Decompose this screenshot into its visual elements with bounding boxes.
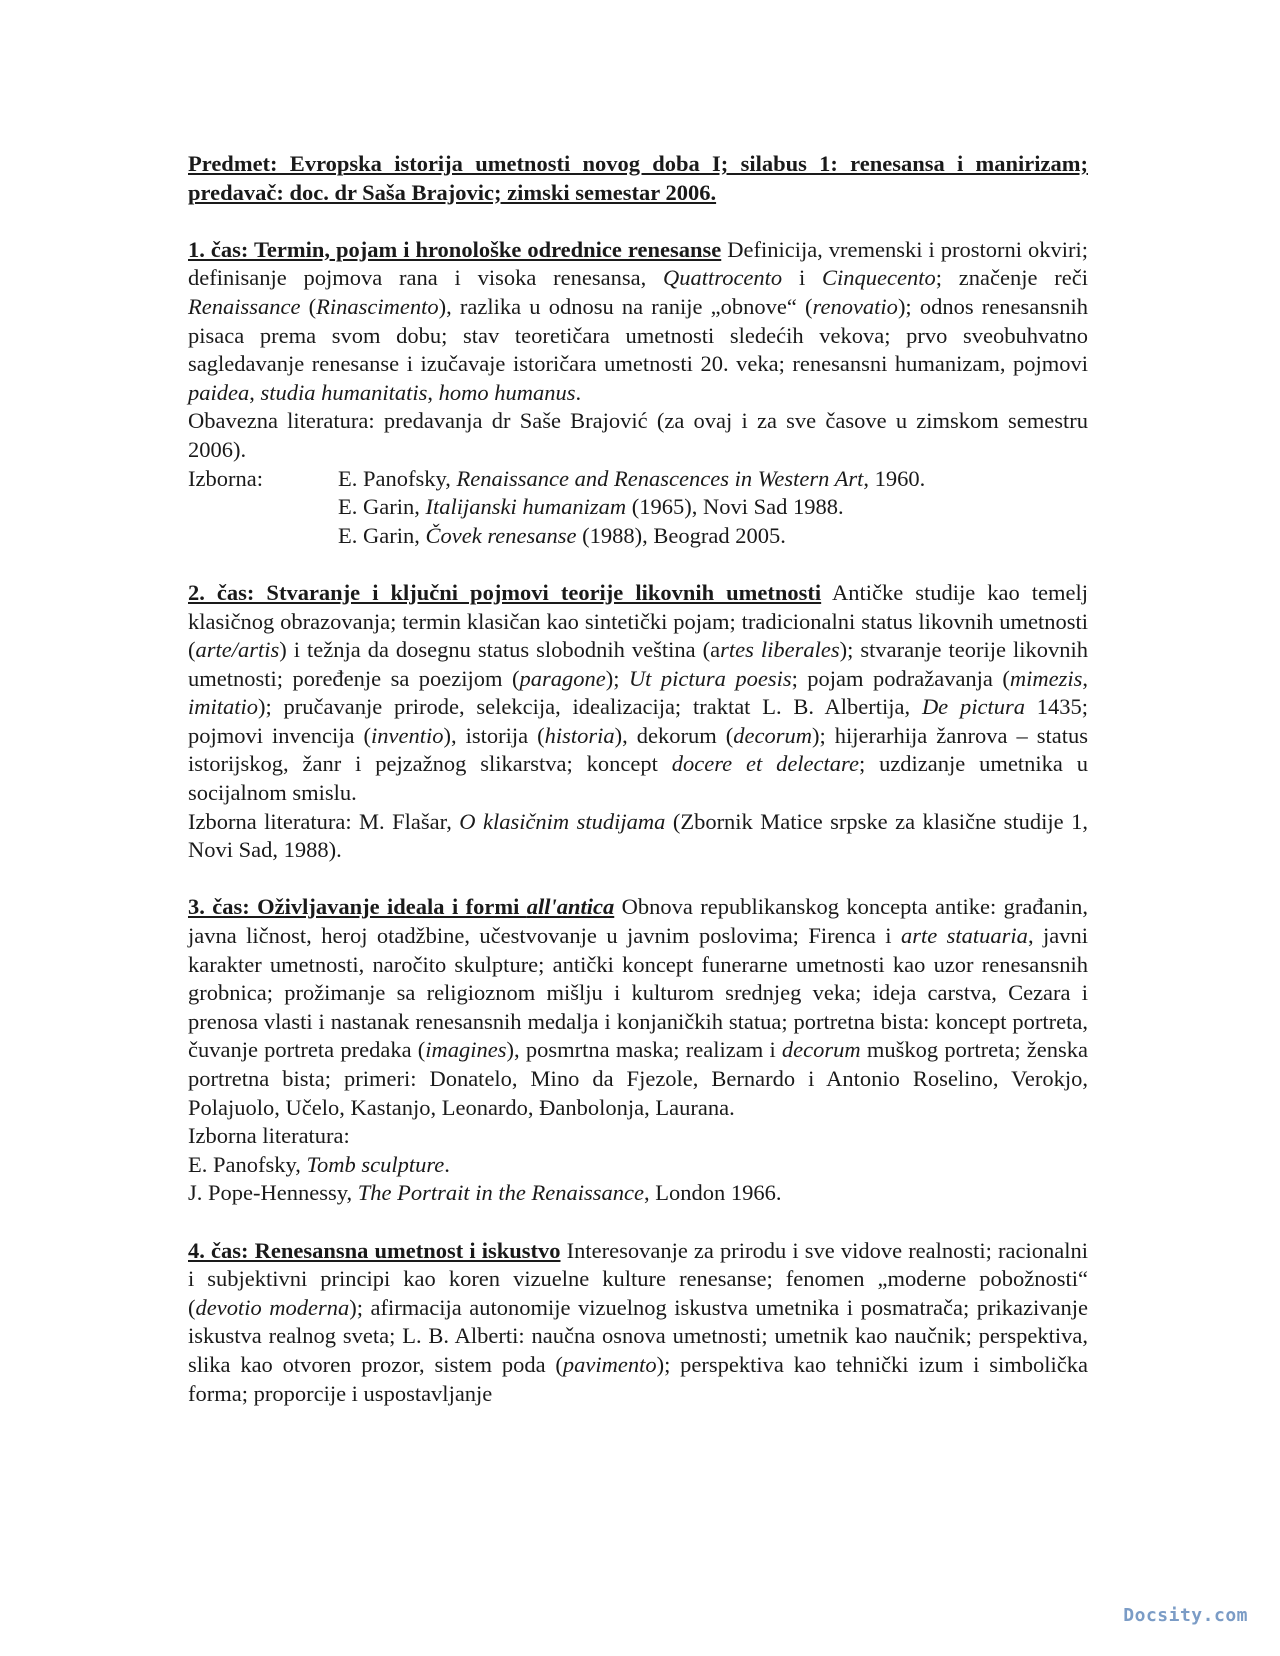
text: );: [605, 665, 629, 691]
term: Renaissance: [188, 293, 301, 319]
book-title: Tomb sculpture: [306, 1151, 445, 1177]
text: .: [444, 1151, 450, 1177]
term: studia humanitatis: [260, 379, 428, 405]
section-2-heading: 2. čas: Stvaranje i ključni pojmovi teorije likovnih umetnosti: [188, 579, 822, 605]
book-title: Čovek renesanse: [425, 522, 577, 548]
term: devotio moderna: [195, 1294, 350, 1320]
section-1-heading: 1. čas: Termin, pojam i hronološke odrednice renesanse: [188, 236, 722, 262]
term: pavimento: [562, 1351, 657, 1377]
section-2-body: [188, 579, 1088, 808]
term: inventio: [371, 722, 444, 748]
section-3-body: [188, 893, 1088, 1122]
text: ) i težnja da dosegnu status slobodnih veština (a: [279, 637, 721, 663]
document-page: [188, 150, 1088, 1408]
literature-item: [338, 522, 1088, 551]
text: ); odnos renesansnih pisaca prema svom dobu; stav teoretičara umetnosti sledećih vekova; prvo sveobuhvatno sagledavanje renesanse i izučavaje istoričara umetnosti 20. veka; renesansni humanizam, pojmovi: [188, 293, 1088, 377]
term: Quattrocento: [663, 265, 783, 291]
section-1-body: [188, 236, 1088, 408]
term: imagines: [425, 1037, 507, 1063]
term: Cinquecento: [822, 265, 936, 291]
text: Izborna literatura: M. Flašar,: [188, 808, 460, 834]
text: ); pručavanje prirode, selekcija, idealizacija; traktat L. B. Albertija,: [258, 694, 922, 720]
text: Obnova republikanskog koncepta antike: građanin, javna ličnost, heroj otadžbine, učestvovanje u javnim poslovima; Firenca i: [188, 894, 1088, 949]
literature-item: [188, 1151, 1088, 1180]
section-1-required-literature: Obavezna literatura: predavanja dr Saše Brajović (za ovaj i za sve časove u zimskom semestru 2006).: [188, 408, 1088, 462]
book-title: The Portrait in the Renaissance: [357, 1180, 644, 1206]
spacer: [188, 865, 1088, 894]
text: muškog portreta; ženska portretna bista; primeri: Donatelo, Mino da Fjezole, Bernardo i Antonio Roselino, Verokjo, Polajuolo, Učelo, Kastanjo, Leonardo, Đanbolonja, Laurana.: [188, 1037, 1089, 1120]
docsity-watermark: Docsity.com: [1123, 1605, 1248, 1626]
term: renovatio: [812, 293, 898, 319]
heading-text: 3. čas: Oživljavanje ideala i formi: [188, 894, 527, 920]
term: decorum: [781, 1037, 861, 1063]
text: Interesovanje za prirodu i sve vidove realnosti; racionalni i subjektivni principi kao koren vizuelne kulture renesanse; fenomen „moderne pobožnosti“ (: [188, 1237, 1088, 1320]
optional-label: Izborna:: [188, 465, 263, 491]
text: (1988), Beograd 2005.: [576, 522, 786, 548]
term: Ut pictura poesis: [628, 665, 792, 691]
text: E. Panofsky,: [338, 465, 457, 491]
term: paragone: [519, 665, 606, 691]
spacer: [188, 207, 1088, 236]
section-1-optional-literature: [188, 465, 1088, 551]
document-title: Predmet: Evropska istorija umetnosti novog doba I; silabus 1: renesansa i manirizam; predavač: doc. dr Saša Brajovic; zimski semestar 2006.: [188, 151, 1088, 205]
text: , 1960.: [863, 465, 926, 491]
text: Definicija, vremenski i prostorni okviri; definisanje pojmova rana i visoka renesansa,: [188, 236, 1088, 291]
book-title: Renaissance and Renascences in Western Art: [456, 465, 864, 491]
term: docere et delectare: [671, 751, 859, 777]
section-4-body: [188, 1237, 1088, 1409]
text: ,: [249, 379, 261, 405]
term: arte statuaria: [900, 923, 1028, 949]
text: ), posmrtna maska; realizam i: [506, 1037, 782, 1063]
term: Rinascimento: [316, 293, 439, 319]
term: mimezis: [1009, 665, 1083, 691]
section-2-literature: [188, 808, 1088, 865]
text: Antičke studije kao temelj klasičnog obrazovanja; termin klasičan kao sintetički pojam; tradicionalni status likovnih umetnosti (: [188, 579, 1088, 663]
text: , London 1966.: [644, 1180, 782, 1206]
text: .: [575, 379, 582, 405]
text: J. Pope-Hennessy,: [188, 1180, 358, 1206]
term: imitatio: [188, 694, 259, 720]
heading-term: all'antica: [526, 894, 615, 920]
text: ); perspektiva kao tehnički izum i simbolička forma; proporcije i uspostavljanje: [188, 1351, 1088, 1406]
literature-item: [338, 465, 1088, 494]
text: ; uzdizanje umetnika u socijalnom smislu.: [188, 751, 1088, 806]
term: decorum: [733, 722, 813, 748]
literature-item: [188, 1179, 1088, 1208]
text: , javni karakter umetnosti, naročito skulpture; antički koncept funerarne umetnosti kao uzor renesansnih grobnica; prožimanje sa religioznom mišlju i kulturom srednjeg veka; ideja carstva, Cezara i prenosa vlasti i nastanak renesansnih medalja i konjaničkih statua; portretna bista: koncept portreta, čuvanje portreta predaka (: [188, 923, 1088, 1063]
text: E. Panofsky,: [188, 1151, 307, 1177]
section-4-heading: 4. čas: Renesansna umetnost i iskustvo: [188, 1237, 561, 1263]
text: (Zbornik Matice srpske za klasične studije 1, Novi Sad, 1988).: [188, 808, 1088, 863]
term: paidea: [188, 379, 250, 405]
text: ; značenje reči: [935, 265, 1088, 291]
book-title: Italijanski humanizam: [425, 494, 627, 520]
term: homo humanus: [438, 379, 576, 405]
term: historia: [544, 722, 615, 748]
term: De pictura: [921, 694, 1025, 720]
text: ), razlika u odnosu na ranije „obnove“ (: [438, 293, 813, 319]
text: ); stvaranje teorije likovnih umetnosti; poređenje sa poezijom (: [188, 637, 1088, 691]
text: ; pojam podražavanja (: [791, 665, 1010, 691]
spacer: [188, 1208, 1088, 1237]
text: i: [782, 265, 823, 291]
text: ); afirmacija autonomije vizuelnog iskustva umetnika i posmatrača; prikazivanje iskustva realnog sveta; L. B. Alberti: naučna osnova umetnosti; umetnik kao naučnik; perspektiva, slika kao otvoren prozor, sistem poda (: [188, 1294, 1088, 1377]
text: 1435; pojmovi invencija (: [188, 694, 1088, 748]
literature-list: [338, 465, 1088, 551]
section-3-heading: [188, 894, 614, 919]
text: (: [300, 293, 317, 319]
literature-item: [338, 493, 1088, 522]
book-title: O klasičnim studijama: [459, 808, 666, 834]
text: ); hijerarhija žanrova – status istorijskog, žanr i pejzažnog slikarstva; koncept: [188, 722, 1088, 777]
text: E. Garin,: [338, 494, 426, 520]
term: rtes liberales: [720, 637, 840, 663]
spacer: [188, 550, 1088, 579]
term: arte/artis: [195, 637, 280, 663]
text: ), istorija (: [443, 722, 545, 748]
text: ,: [427, 379, 439, 405]
text: ), dekorum (: [614, 722, 734, 748]
section-3-literature-label: Izborna literatura:: [188, 1123, 350, 1149]
text: E. Garin,: [338, 522, 426, 548]
text: ,: [1082, 665, 1088, 691]
text: (1965), Novi Sad 1988.: [626, 494, 844, 520]
